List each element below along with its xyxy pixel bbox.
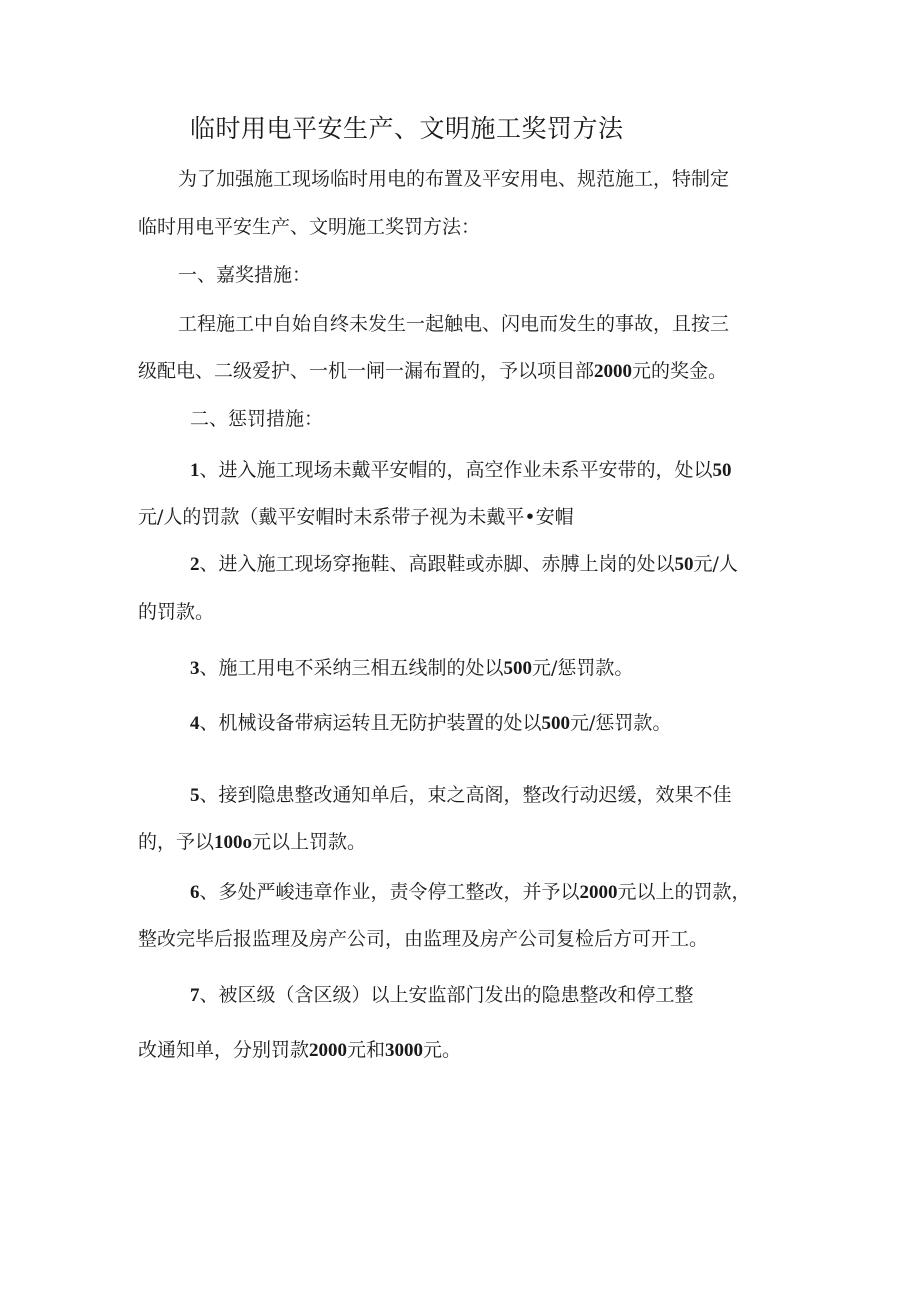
item-text: 、进入施工现场穿拖鞋、高跟鞋或赤脚、赤膊上岗的处以 [199, 553, 675, 575]
item-number: 4 [190, 713, 200, 734]
reward-line-2 [138, 358, 727, 385]
reward-heading: 一、嘉奖措施： [178, 264, 312, 286]
item-text: 、进入施工现场未戴平安帽的，高空作业未系平安带的，处以 [199, 459, 713, 481]
penalty-item-6-line-2: 整改完毕后报监理及房产公司，由监理及房产公司复检后方可开工。 [138, 928, 709, 950]
reward-text: 级配电、二级爱护、一机一闸一漏布置的，予以项目部 [138, 360, 595, 382]
penalty-item-3 [190, 655, 633, 682]
item-text: 改通知单，分别罚款 [138, 1039, 310, 1061]
intro-line-2: 临时用电平安生产、文明施工奖罚方法： [138, 216, 481, 238]
penalty-item-7-line-2 [138, 1037, 461, 1064]
item-number: 3 [190, 658, 200, 679]
penalty-item-6-line-1 [190, 879, 751, 906]
item-text: 、机械设备带病运转且无防护装置的处以 [199, 712, 542, 734]
item-amount: 100o [214, 832, 253, 853]
item-number: 7 [190, 985, 200, 1006]
item-amount: 50 [712, 460, 732, 481]
penalty-heading: 二、惩罚措施： [190, 408, 324, 430]
reward-line-1: 工程施工中自始自终未发生一起触电、闪电而发生的事故，且按三 [178, 313, 730, 335]
item-text-end: 元。 [423, 1039, 462, 1061]
item-number: 2 [190, 554, 200, 575]
penalty-item-2-line-2: 的罚款。 [138, 601, 215, 623]
reward-text-end: 元的奖金。 [632, 360, 728, 382]
penalty-item-1-line-2: 元/人的罚款（戴平安帽时未系带子视为未戴平•安帽 [138, 506, 574, 528]
penalty-item-5-line-2 [138, 829, 366, 856]
item-amount: 50 [674, 554, 694, 575]
item-text-end: 元/惩罚款。 [570, 712, 672, 734]
intro-line-1: 为了加强施工现场临时用电的布置及平安用电、规范施工，特制定 [178, 168, 730, 190]
item-number: 6 [190, 882, 200, 903]
penalty-item-5-line-1 [190, 782, 732, 809]
item-text-mid: 元和 [347, 1039, 386, 1061]
item-text-end: 元以上罚款。 [252, 831, 367, 853]
item-amount: 500 [503, 658, 533, 679]
penalty-item-1-line-1 [190, 457, 732, 484]
item-amount-2: 3000 [385, 1040, 424, 1061]
item-number: 1 [190, 460, 200, 481]
document-title: 临时用电平安生产、文明施工奖罚方法 [190, 114, 624, 143]
item-text: 、接到隐患整改通知单后，束之高阁，整改行动迟缓，效果不佳 [199, 784, 732, 806]
reward-amount: 2000 [594, 361, 633, 382]
item-text: 、被区级（含区级）以上安监部门发出的隐患整改和停工整 [199, 984, 694, 1006]
penalty-item-4 [190, 710, 671, 737]
penalty-item-2-line-1 [190, 551, 738, 578]
item-text: 的，予以 [138, 831, 215, 853]
item-text-end: 元/惩罚款。 [532, 657, 634, 679]
item-text-end: 元以上的罚款， [617, 881, 751, 903]
item-text: 、施工用电不采纳三相五线制的处以 [199, 657, 504, 679]
item-amount: 500 [541, 713, 571, 734]
penalty-item-7-line-1 [190, 982, 694, 1009]
item-text: 、多处严峻违章作业，责令停工整改，并予以 [199, 881, 580, 903]
item-amount: 2000 [579, 882, 618, 903]
item-amount-1: 2000 [309, 1040, 348, 1061]
item-text-end: 元/人 [693, 553, 738, 575]
item-number: 5 [190, 785, 200, 806]
